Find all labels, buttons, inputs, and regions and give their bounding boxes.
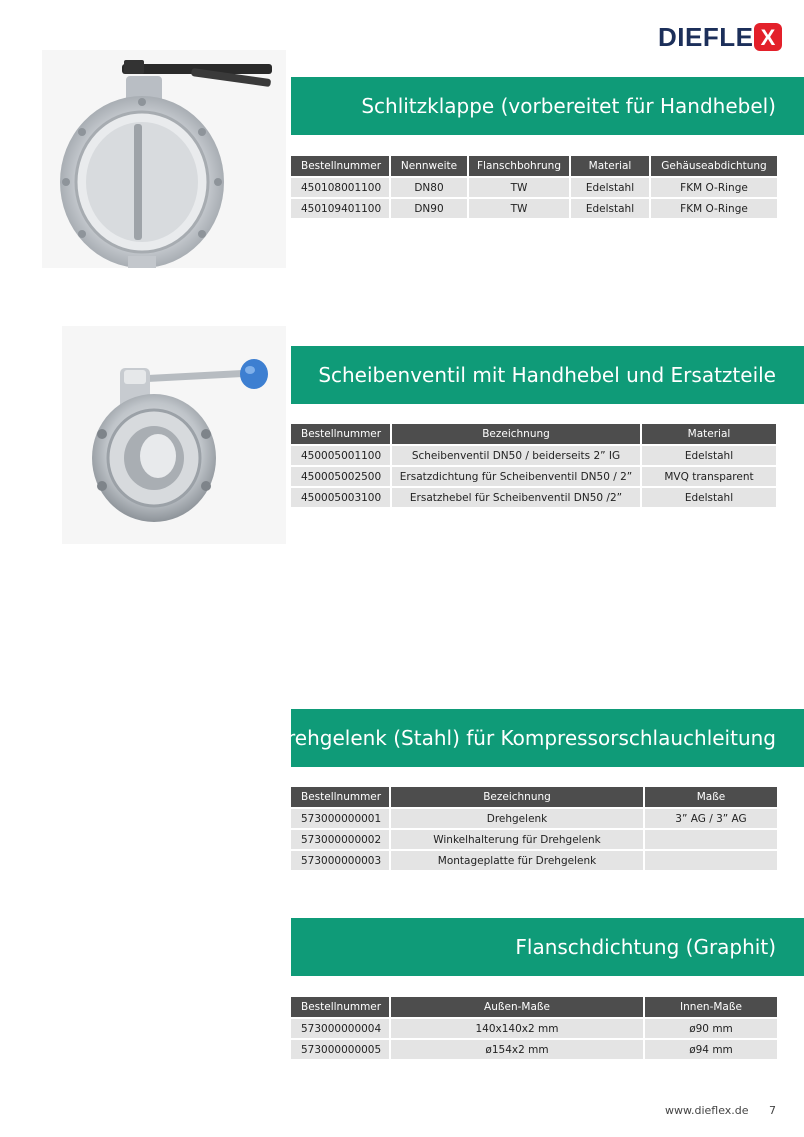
column-header: Flanschbohrung: [469, 156, 569, 176]
table-row: [291, 199, 777, 218]
column-header: Bezeichnung: [391, 787, 643, 807]
logo-text: DIEFLE: [658, 22, 754, 52]
column-header: Gehäuseabdichtung: [651, 156, 777, 176]
order-number: 573000000001: [291, 809, 389, 828]
table-cell: [645, 830, 777, 849]
disc-valve-illustration: [62, 326, 286, 544]
column-header: Material: [642, 424, 776, 444]
table-cell: DN90: [391, 199, 467, 218]
table-row: [291, 1019, 777, 1038]
table-cell: Scheibenventil DN50 / beiderseits 2” IG: [392, 446, 640, 465]
table-cell: Edelstahl: [642, 488, 776, 507]
table-header-row: [291, 424, 776, 444]
table-row: [291, 178, 777, 197]
table-header-row: [291, 156, 777, 176]
order-number: 450005002500: [291, 467, 390, 486]
page-number: 7: [769, 1104, 776, 1117]
column-header: Innen-Maße: [645, 997, 777, 1017]
order-number: 573000000005: [291, 1040, 389, 1059]
table-cell: MVQ transparent: [642, 467, 776, 486]
order-number: 450005003100: [291, 488, 390, 507]
table-cell: ø154x2 mm: [391, 1040, 643, 1059]
table-header-row: [291, 997, 777, 1017]
order-number: 573000000002: [291, 830, 389, 849]
spec-table-schlitzklappe: [289, 154, 779, 220]
spec-table-drehgelenk: [289, 785, 779, 872]
section-title-scheibenventil: Scheibenventil mit Handhebel und Ersatzteile: [291, 346, 804, 404]
table-cell: Ersatzhebel für Scheibenventil DN50 /2”: [392, 488, 640, 507]
table-cell: Edelstahl: [571, 199, 649, 218]
table-cell: FKM O-Ringe: [651, 199, 777, 218]
section-title-schlitzklappe: Schlitzklappe (vorbereitet für Handhebel): [291, 77, 804, 135]
table-row: [291, 830, 777, 849]
valve-illustration: [42, 50, 286, 268]
table-row: [291, 488, 776, 507]
table-cell: DN80: [391, 178, 467, 197]
table-cell: ø90 mm: [645, 1019, 777, 1038]
footer-url-link[interactable]: www.dieflex.de: [665, 1104, 749, 1117]
product-image-scheibenventil: [62, 326, 286, 544]
table-header-row: [291, 787, 777, 807]
order-number: 573000000004: [291, 1019, 389, 1038]
order-number: 450005001100: [291, 446, 390, 465]
column-header: Nennweite: [391, 156, 467, 176]
table-cell: 3” AG / 3” AG: [645, 809, 777, 828]
table-cell: Ersatzdichtung für Scheibenventil DN50 / 2”: [392, 467, 640, 486]
table-cell: Edelstahl: [571, 178, 649, 197]
logo-x-letter: X: [761, 25, 776, 50]
product-image-schlitzklappe: [42, 50, 286, 268]
table-row: [291, 1040, 777, 1059]
spec-table-flanschdichtung: [289, 995, 779, 1061]
order-number: 450109401100: [291, 199, 389, 218]
column-header: Bestellnummer: [291, 787, 389, 807]
table-cell: TW: [469, 178, 569, 197]
table-row: [291, 446, 776, 465]
column-header: Maße: [645, 787, 777, 807]
order-number: 573000000003: [291, 851, 389, 870]
order-number: 450108001100: [291, 178, 389, 197]
spec-table-scheibenventil: [289, 422, 778, 509]
table-cell: Montageplatte für Drehgelenk: [391, 851, 643, 870]
table-row: [291, 467, 776, 486]
column-header: Bezeichnung: [392, 424, 640, 444]
section-title-drehgelenk: Drehgelenk (Stahl) für Kompressorschlauchleitung: [291, 709, 804, 767]
logo-x-icon: [754, 23, 782, 51]
column-header: Material: [571, 156, 649, 176]
table-cell: Edelstahl: [642, 446, 776, 465]
table-cell: 140x140x2 mm: [391, 1019, 643, 1038]
section-title-flanschdichtung: Flanschdichtung (Graphit): [291, 918, 804, 976]
table-cell: TW: [469, 199, 569, 218]
table-cell: FKM O-Ringe: [651, 178, 777, 197]
brand-logo: [658, 22, 782, 52]
column-header: Außen-Maße: [391, 997, 643, 1017]
column-header: Bestellnummer: [291, 156, 389, 176]
table-row: [291, 809, 777, 828]
column-header: Bestellnummer: [291, 997, 389, 1017]
table-cell: [645, 851, 777, 870]
table-cell: Drehgelenk: [391, 809, 643, 828]
column-header: Bestellnummer: [291, 424, 390, 444]
table-cell: Winkelhalterung für Drehgelenk: [391, 830, 643, 849]
table-row: [291, 851, 777, 870]
table-cell: ø94 mm: [645, 1040, 777, 1059]
